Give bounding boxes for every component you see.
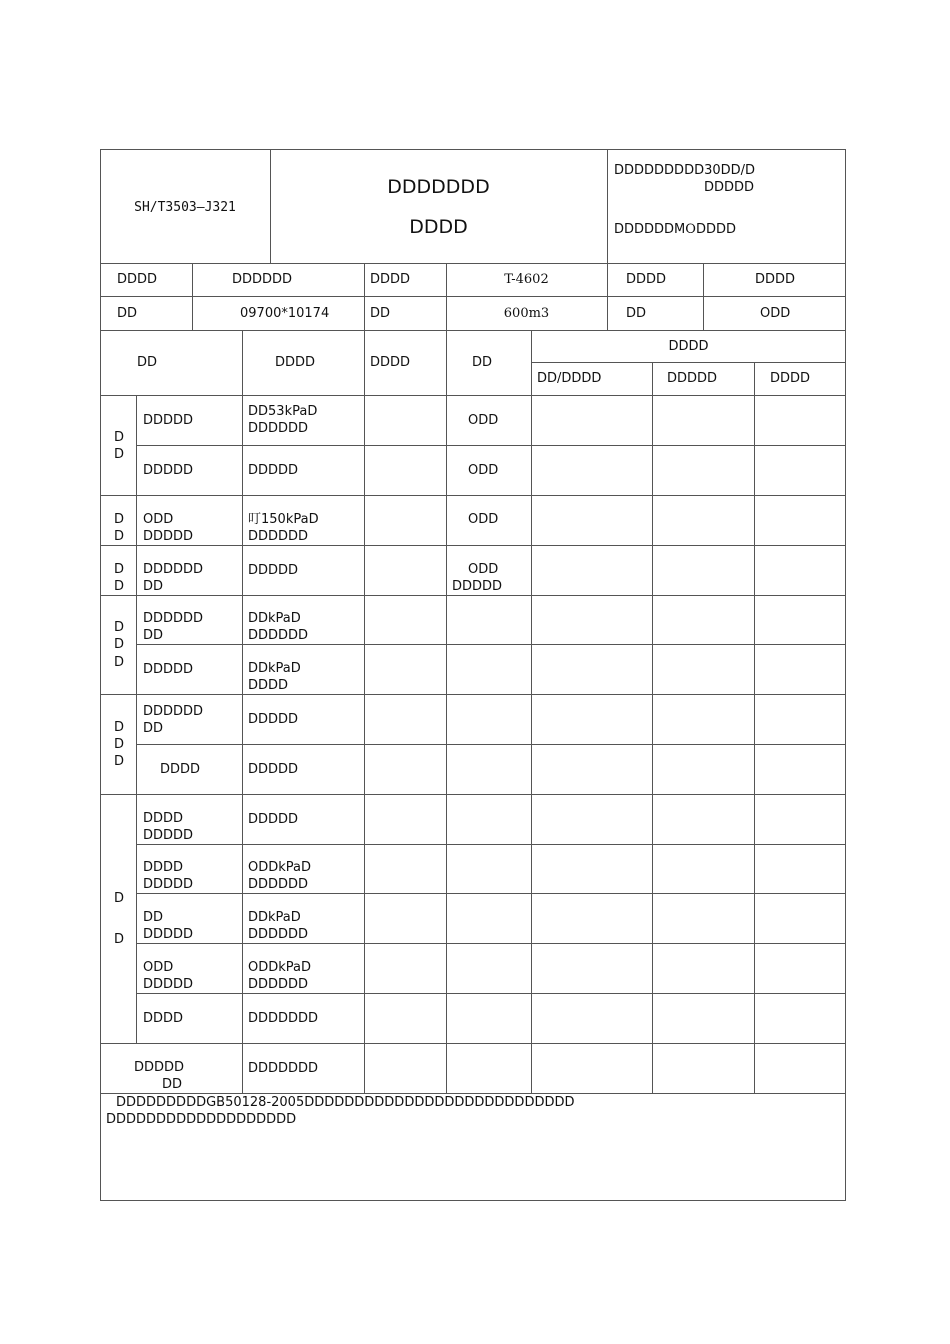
row-item: DDDD — [143, 860, 184, 875]
row-requirement: DDkPaD — [248, 611, 301, 626]
info-label-6: DD — [626, 306, 647, 321]
row-requirement: DDDDD — [248, 812, 299, 827]
group-label-char: D — [114, 579, 125, 594]
form-title-line2: DDDD — [409, 216, 468, 238]
row-item: DDDDD — [143, 463, 194, 478]
info-value-5: 600m3 — [503, 306, 550, 321]
row-item: DDDD — [143, 811, 184, 826]
header-note-line3-part1: DDDDDDM — [614, 222, 686, 237]
group-label-char: D — [114, 430, 125, 445]
footer-note-line2: DDDDDDDDDDDDDDDDDDD — [106, 1112, 297, 1127]
info-label-1: DDDD — [117, 272, 158, 287]
row-item: DDDD — [143, 1011, 184, 1026]
row-item: DDDDD — [143, 877, 194, 892]
row-result: ODD — [468, 512, 499, 527]
col-header-method: DDDD — [370, 355, 411, 370]
info-value-4: 09700*10174 — [240, 306, 330, 321]
row-item: DDDDD — [143, 529, 194, 544]
header-note-line3-part2: O — [685, 222, 696, 237]
header-note-line2: DDDDD — [704, 180, 755, 195]
row-requirement: DDDDDD — [248, 877, 309, 892]
group-label-char: D — [114, 529, 125, 544]
row-item: DDDDD — [143, 927, 194, 942]
row-requirement: DDDDD — [248, 762, 299, 777]
form-code: SH/T3503—J321 — [134, 200, 236, 215]
group-label-char: D — [114, 737, 125, 752]
group-label-char: D — [114, 620, 125, 635]
row-item: DD — [143, 628, 164, 643]
row-requirement: DDDDDD — [248, 927, 309, 942]
info-value-2: T-4602 — [504, 272, 549, 287]
row-requirement: 叮150kPaD — [248, 512, 319, 527]
row-requirement: DDkPaD — [248, 910, 301, 925]
row-result: DDDDD — [452, 579, 503, 594]
row-requirement: DDDDDDD — [248, 1061, 319, 1076]
row-item: DD — [162, 1077, 183, 1092]
row-item: DD — [143, 721, 164, 736]
row-requirement: DDDDD — [248, 563, 299, 578]
row-requirement: DDDDDDD — [248, 1011, 319, 1026]
header-note-line1: DDDDDDDDD30DD/D — [614, 163, 756, 178]
form-title-line1: DDDDDDD — [387, 176, 490, 198]
info-value-3: DDDD — [755, 272, 796, 287]
col-header-requirement: DDDD — [275, 355, 316, 370]
row-result: ODD — [468, 413, 499, 428]
row-result: ODD — [468, 562, 499, 577]
row-requirement: DDkPaD — [248, 661, 301, 676]
row-item: ODD — [143, 512, 174, 527]
col-header-group: DDDD — [668, 339, 709, 354]
row-item: DD — [143, 910, 164, 925]
row-requirement: DD53kPaD — [248, 404, 318, 419]
row-item: DDDDDD — [143, 611, 204, 626]
header-note-line3-part3: DDDD — [695, 222, 736, 237]
row-requirement: DDDD — [248, 678, 289, 693]
group-label-char: D — [114, 720, 125, 735]
row-requirement: DDDDDD — [248, 977, 309, 992]
header-note-line3 — [614, 221, 736, 238]
group-label-char: D — [114, 655, 125, 670]
row-requirement: DDDDDD — [248, 628, 309, 643]
col-header-sub-3: DDDD — [770, 371, 811, 386]
info-label-2: DDDD — [370, 272, 411, 287]
info-label-3: DDDD — [626, 272, 667, 287]
row-item: DD — [143, 579, 164, 594]
row-requirement: DDDDDD — [248, 421, 309, 436]
group-label-char: D — [114, 447, 125, 462]
col-header-item: DD — [137, 355, 158, 370]
row-requirement: DDDDD — [248, 712, 299, 727]
col-header-sub-1: DD/DDDD — [537, 371, 602, 386]
row-item: DDDDD — [143, 662, 194, 677]
row-requirement: ODDkPaD — [248, 860, 312, 875]
group-label-char: D — [114, 891, 125, 906]
row-item: ODD — [143, 960, 174, 975]
row-item: DDDDD — [134, 1060, 185, 1075]
row-item: DDDDDD — [143, 562, 204, 577]
row-requirement: ODDkPaD — [248, 960, 312, 975]
row-item: DDDD — [160, 762, 201, 777]
group-label-char: D — [114, 754, 125, 769]
row-item: DDDDDD — [143, 704, 204, 719]
row-result: ODD — [468, 463, 499, 478]
info-value-6: ODD — [760, 306, 791, 321]
row-requirement: DDDDD — [248, 463, 299, 478]
col-header-result: DD — [472, 355, 493, 370]
row-item: DDDDD — [143, 977, 194, 992]
row-requirement: DDDDDD — [248, 529, 309, 544]
footer-note-line1: DDDDDDDDDGB50128-2005DDDDDDDDDDDDDDDDDDDDDDDDDDD — [116, 1095, 575, 1110]
group-label-char: D — [114, 932, 125, 947]
col-header-sub-2: DDDDD — [667, 371, 718, 386]
row-item: DDDDD — [143, 413, 194, 428]
group-label-char: D — [114, 512, 125, 527]
info-label-5: DD — [370, 306, 391, 321]
group-label-char: D — [114, 562, 125, 577]
row-item: DDDDD — [143, 828, 194, 843]
info-label-4: DD — [117, 306, 138, 321]
group-label-char: D — [114, 637, 125, 652]
info-value-1: DDDDDD — [232, 272, 293, 287]
